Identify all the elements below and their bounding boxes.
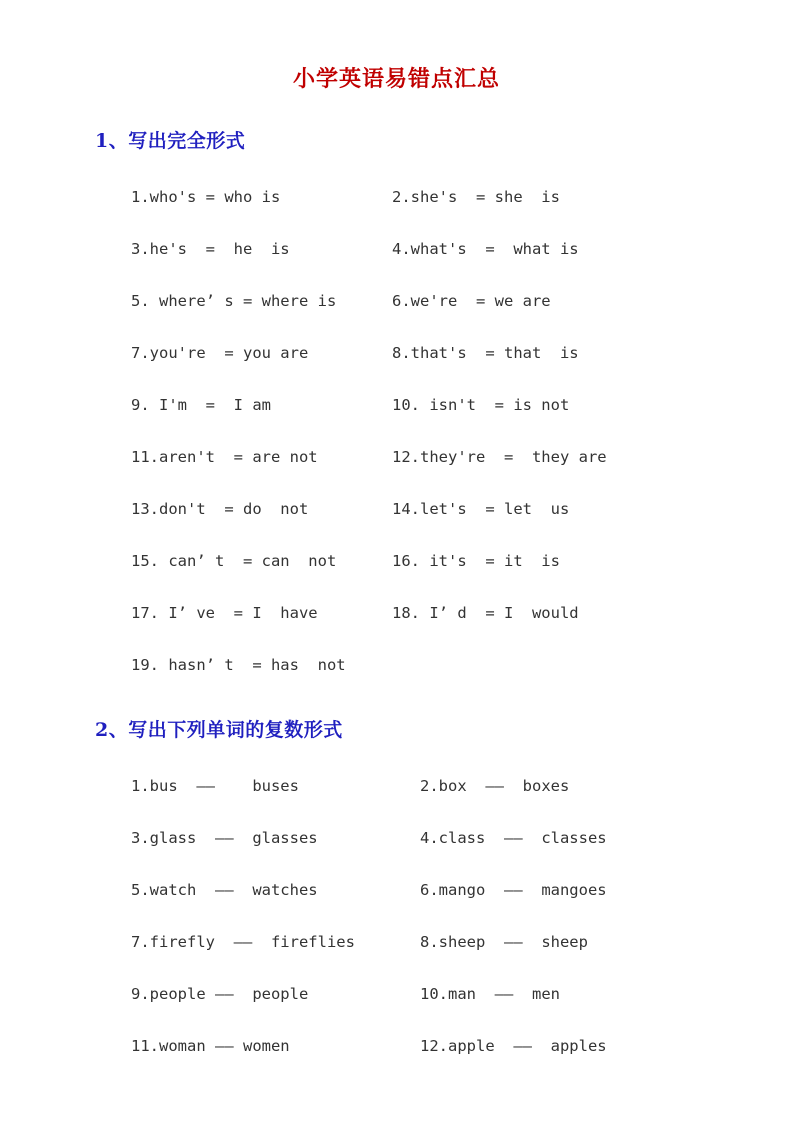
list-item-right: 16. it's = it is xyxy=(392,552,560,570)
list-item-left: 17. I’ ve = I have xyxy=(131,604,318,622)
list-item-right: 12.they're = they are xyxy=(392,448,607,466)
list-item-left: 5.watch —— watches xyxy=(131,881,318,899)
list-item-right: 8.that's = that is xyxy=(392,344,579,362)
section-1-heading: 1、写出完全形式 xyxy=(95,130,246,152)
list-row xyxy=(0,240,793,264)
list-row xyxy=(0,552,793,576)
list-item-right: 4.class —— classes xyxy=(420,829,607,847)
list-item-right: 6.mango —— mangoes xyxy=(420,881,607,899)
list-item-right: 4.what's = what is xyxy=(392,240,579,258)
list-item-right: 12.apple —— apples xyxy=(420,1037,607,1055)
list-row xyxy=(0,292,793,316)
list-row xyxy=(0,829,793,853)
list-item-right: 18. I’ d = I would xyxy=(392,604,579,622)
list-row xyxy=(0,604,793,628)
list-row xyxy=(0,1037,793,1061)
section-2-heading: 2、写出下列单词的复数形式 xyxy=(95,719,343,741)
list-item-left: 11.aren't = are not xyxy=(131,448,318,466)
list-row xyxy=(0,933,793,957)
list-item-right: 6.we're = we are xyxy=(392,292,551,310)
list-item-right: 2.box —— boxes xyxy=(420,777,570,795)
list-row xyxy=(0,188,793,212)
list-row xyxy=(0,344,793,368)
list-item-left: 1.who's = who is xyxy=(131,188,281,206)
list-item-right: 8.sheep —— sheep xyxy=(420,933,588,951)
list-row xyxy=(0,881,793,905)
list-item-right: 14.let's = let us xyxy=(392,500,570,518)
list-item-right: 10. isn't = is not xyxy=(392,396,570,414)
document-title: 小学英语易错点汇总 xyxy=(292,66,500,92)
list-item-left: 5. where’ s = where is xyxy=(131,292,337,310)
list-item-left: 13.don't = do not xyxy=(131,500,309,518)
list-item-left: 19. hasn’ t = has not xyxy=(131,656,346,674)
list-item-left: 3.glass —— glasses xyxy=(131,829,318,847)
list-item-left: 9. I'm = I am xyxy=(131,396,271,414)
list-row xyxy=(0,396,793,420)
list-item-left: 9.people —— people xyxy=(131,985,309,1003)
list-row xyxy=(0,777,793,801)
list-item-right: 2.she's = she is xyxy=(392,188,560,206)
list-item-left: 3.he's = he is xyxy=(131,240,290,258)
list-row xyxy=(0,985,793,1009)
list-item-left: 7.you're = you are xyxy=(131,344,309,362)
list-item-left: 11.woman —— women xyxy=(131,1037,290,1055)
list-row xyxy=(0,448,793,472)
list-item-left: 7.firefly —— fireflies xyxy=(131,933,355,951)
list-item-left: 1.bus —— buses xyxy=(131,777,299,795)
list-row xyxy=(0,500,793,524)
list-item-left: 15. can’ t = can not xyxy=(131,552,337,570)
list-item-right: 10.man —— men xyxy=(420,985,560,1003)
list-row xyxy=(0,656,793,680)
